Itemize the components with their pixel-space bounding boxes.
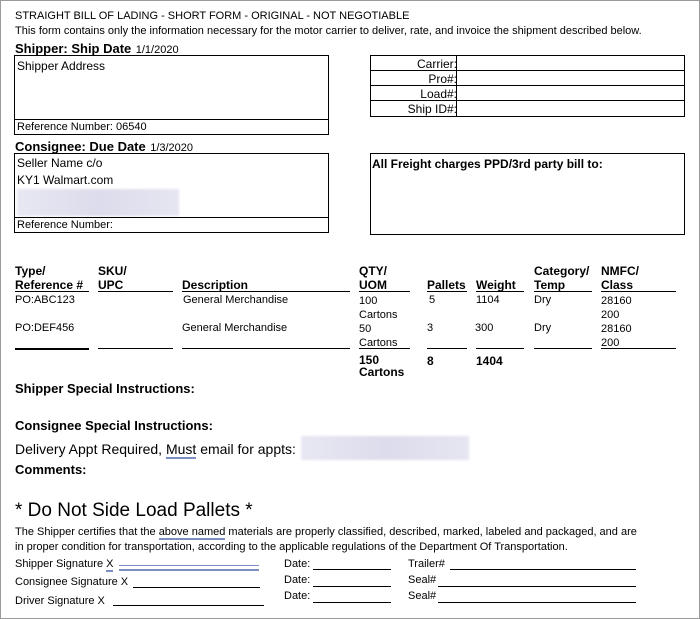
carrier-info-grid <box>370 55 685 117</box>
row2-category: Dry <box>534 322 552 334</box>
shipper-signature-line-upper <box>119 565 259 566</box>
ship-id-label: Ship ID#: <box>407 102 457 116</box>
load-row[interactable] <box>371 86 684 101</box>
date-line-3[interactable] <box>313 602 391 603</box>
consignee-line2: KY1 Walmart.com <box>17 173 114 187</box>
header-underline <box>534 291 592 292</box>
date-label-2: Date: <box>284 574 311 586</box>
weight-header: Weight <box>476 278 516 292</box>
comments-label: Comments: <box>15 462 87 477</box>
carrier-row[interactable] <box>371 56 684 71</box>
header-underline <box>182 291 350 292</box>
freight-charges-box[interactable] <box>370 153 685 235</box>
pro-label: Pro#: <box>428 72 457 86</box>
row1-qty: 100 Cartons <box>359 295 398 321</box>
freight-charges-label: All Freight charges PPD/3rd party bill to: <box>372 157 603 171</box>
nmfc-header: NMFC/ Class <box>601 264 639 292</box>
row1-description: General Merchandise <box>183 294 289 306</box>
side-load-notice: * Do Not Side Load Pallets * <box>15 500 253 521</box>
row-underline <box>182 348 350 349</box>
header-underline <box>601 291 676 292</box>
redacted-email <box>301 436 469 460</box>
seal-line-2[interactable] <box>438 602 636 603</box>
consignee-instructions-label: Consignee Special Instructions: <box>15 418 213 433</box>
category-header: Category/ Temp <box>534 264 590 292</box>
row-underline <box>15 348 89 350</box>
qty-header: QTY/ UOM <box>359 264 388 292</box>
pro-value[interactable] <box>456 71 684 85</box>
row2-qty: 50 Cartons <box>359 323 398 349</box>
row1-weight: 1104 <box>476 294 500 306</box>
carrier-label: Carrier: <box>416 57 457 71</box>
consignee-signature-line[interactable] <box>133 587 260 588</box>
row1-type: PO:ABC123 <box>15 294 75 306</box>
header-underline <box>427 291 467 292</box>
row2-weight: 300 <box>475 322 494 334</box>
load-value[interactable] <box>456 86 684 100</box>
row2-description: General Merchandise <box>182 322 288 334</box>
row2-pallets: 3 <box>427 322 434 334</box>
driver-signature-label: Driver Signature X <box>15 595 105 607</box>
seal-line-1[interactable] <box>438 586 636 587</box>
form-title: STRAIGHT BILL OF LADING - SHORT FORM - ORIGINAL - NOT NEGOTIABLE <box>15 10 410 22</box>
row1-pallets: 5 <box>429 294 436 306</box>
type-header: Type/ Reference # <box>15 264 84 292</box>
shipper-reference: Reference Number: 06540 <box>17 121 147 133</box>
row-underline <box>427 348 467 349</box>
consignee-heading: Consignee: Due Date 1/3/2020 <box>15 139 194 154</box>
ship-id-row[interactable] <box>371 101 684 117</box>
date-label-3: Date: <box>284 590 311 602</box>
seal-label-2: Seal# <box>408 590 437 602</box>
header-underline <box>476 291 524 292</box>
description-header: Description <box>182 278 249 292</box>
date-label-1: Date: <box>284 558 311 570</box>
row-underline <box>359 348 410 349</box>
consignee-line1: Seller Name c/o <box>17 156 103 170</box>
due-date: 1/3/2020 <box>150 142 194 154</box>
carrier-value[interactable] <box>456 56 684 70</box>
delivery-note: Delivery Appt Required, Must email for appts: <box>15 441 296 457</box>
header-underline <box>98 291 173 292</box>
header-underline <box>15 291 89 292</box>
certification-line1: The Shipper certifies that the above named materials are properly classified, described, marked, labeled and packaged, and are <box>15 526 637 538</box>
ship-date: 1/1/2020 <box>135 44 179 56</box>
date-line-1[interactable] <box>313 569 391 570</box>
pallets-header: Pallets <box>427 278 466 292</box>
redacted-address <box>17 189 179 216</box>
row2-type: PO:DEF456 <box>15 322 75 334</box>
certification-line2: in proper condition for transportation, according to the applicable regulations of the Department Of Transportation. <box>15 541 568 553</box>
total-weight: 1404 <box>476 354 503 368</box>
row-underline <box>534 348 592 349</box>
trailer-label: Trailer# <box>408 558 445 570</box>
trailer-line[interactable] <box>450 569 636 570</box>
total-pallets: 8 <box>427 354 434 368</box>
shipper-heading: Shipper: Ship Date 1/1/2020 <box>15 41 179 56</box>
row-underline <box>601 348 676 349</box>
pro-row[interactable] <box>371 71 684 86</box>
consignee-reference: Reference Number: <box>17 219 113 231</box>
shipper-instructions-label: Shipper Special Instructions: <box>15 381 195 396</box>
row-underline <box>476 348 524 349</box>
form-subtitle: This form contains only the information necessary for the motor carrier to deliver, rate, and invoice the shipment described below. <box>15 25 642 37</box>
total-qty: 150 Cartons <box>359 353 405 379</box>
shipper-address-label: Shipper Address <box>17 59 106 73</box>
driver-signature-line[interactable] <box>113 605 264 606</box>
row2-nmfc: 28160 200 <box>601 323 632 349</box>
date-line-2[interactable] <box>313 586 391 587</box>
row-underline <box>98 348 173 349</box>
shipper-address-box[interactable] <box>14 55 329 120</box>
shipper-signature-line[interactable] <box>119 569 259 571</box>
sku-header: SKU/ UPC <box>98 264 127 292</box>
row1-category: Dry <box>534 294 552 306</box>
shipper-signature-label: Shipper Signature X <box>15 558 114 570</box>
consignee-signature-label: Consignee Signature X <box>15 576 129 588</box>
ship-id-value[interactable] <box>456 101 684 117</box>
seal-label-1: Seal# <box>408 574 437 586</box>
consignee-reference-box[interactable] <box>14 217 329 233</box>
load-label: Load#: <box>420 87 457 101</box>
header-underline <box>359 291 410 292</box>
shipper-reference-box[interactable] <box>14 119 329 135</box>
row1-nmfc: 28160 200 <box>601 295 632 321</box>
